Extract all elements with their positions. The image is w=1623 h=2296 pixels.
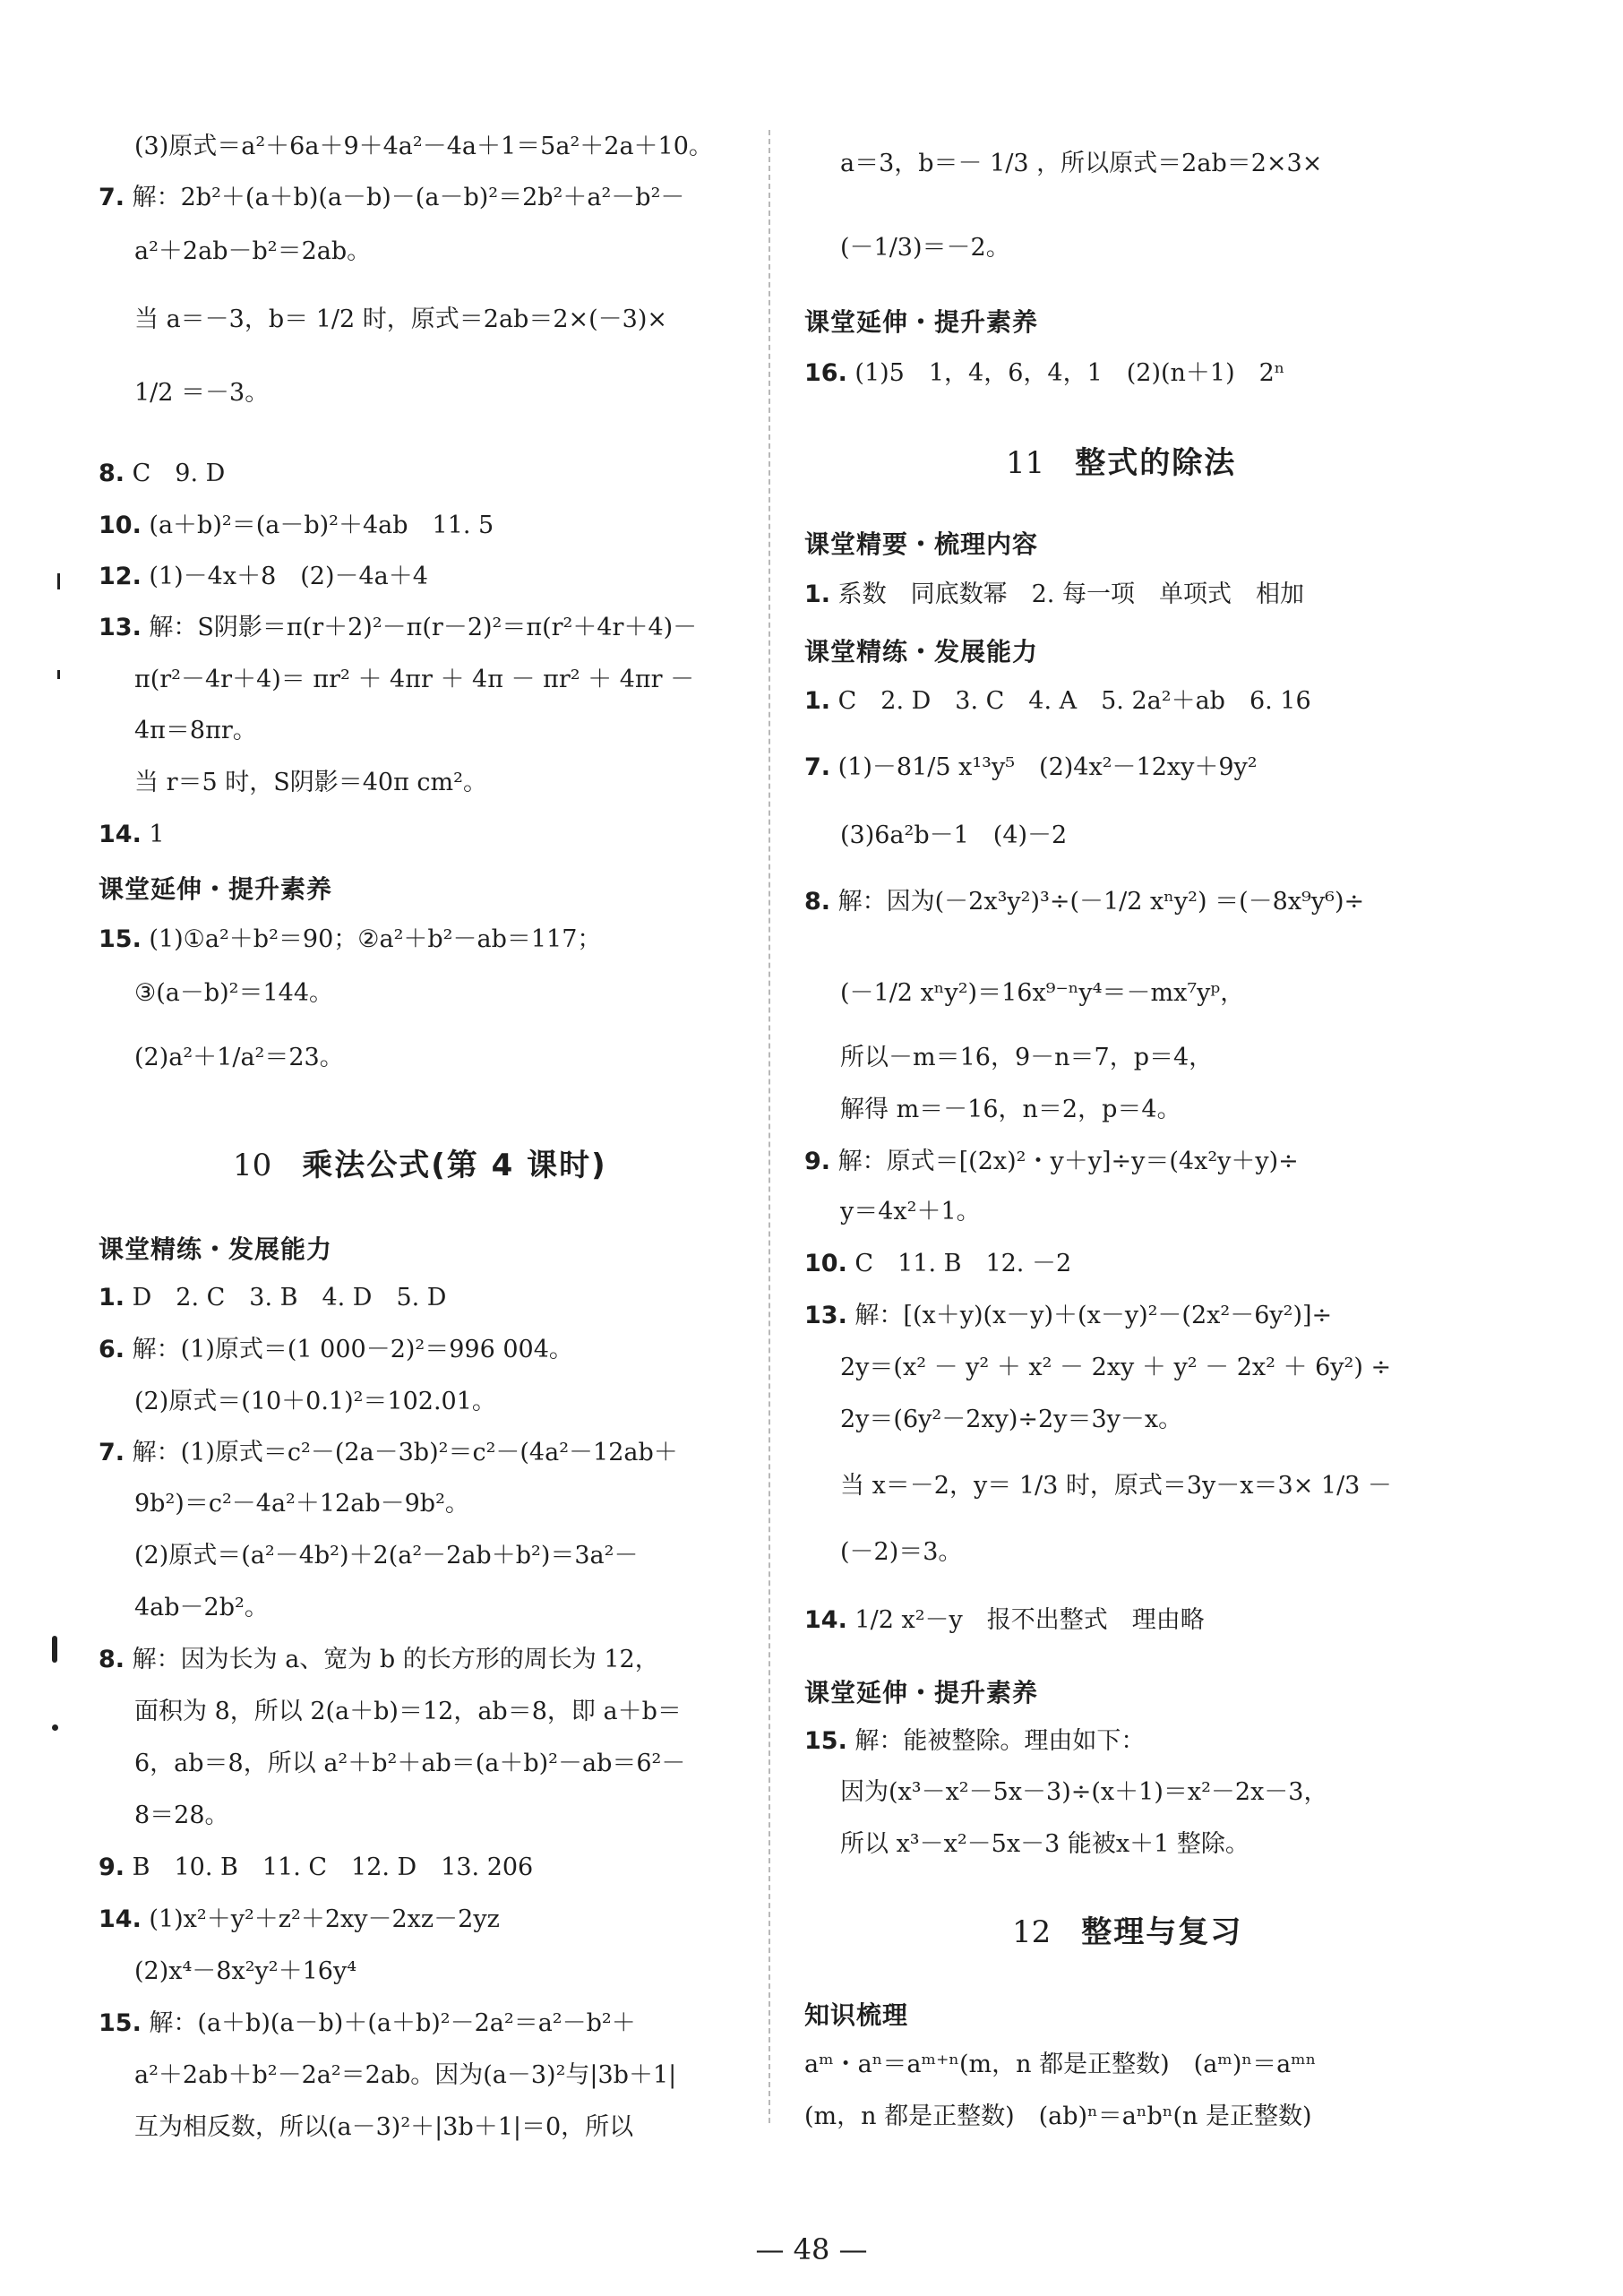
- text-line: 14. (1)x²＋y²＋z²＋2xy－2xz－2yz: [99, 1905, 500, 1933]
- text-line: 15. (1)①a²＋b²＝90；②a²＋b²－ab＝117；: [99, 925, 602, 953]
- text-line: 14. 1/2 x²－y 报不出整式 理由略: [804, 1606, 1205, 1634]
- text-line: 2y＝(6y²－2xy)÷2y＝3y－x。: [840, 1406, 1183, 1433]
- text-line: 当 r＝5 时，S阴影＝40π cm²。: [134, 769, 487, 796]
- text-line: (3)6a²b－1 (4)－2: [840, 821, 1068, 849]
- text-line: 所以－m＝16，9－n＝7，p＝4，: [840, 1044, 1214, 1071]
- chapter-number: 10: [233, 1148, 272, 1183]
- scan-mark: [52, 1724, 58, 1731]
- text-line: 当 a＝－3，b＝ 1/2 时，原式＝2ab＝2×(－3)×: [134, 305, 667, 333]
- text-line: 9. B 10. B 11. C 12. D 13. 206: [99, 1853, 534, 1881]
- section-heading: 课堂延伸・提升素养: [99, 874, 333, 904]
- text-line: 4ab－2b²。: [134, 1594, 269, 1621]
- text-line: 13. 解：S阴影＝π(r＋2)²－π(r－2)²＝π(r²＋4r＋4)－: [99, 614, 698, 641]
- text-line: a²＋2ab－b²＝2ab。: [134, 237, 372, 265]
- left-column: [99, 0, 779, 2296]
- text-line: a＝3，b＝－ 1/3 ，所以原式＝2ab＝2×3×: [840, 150, 1323, 177]
- section-heading: 课堂精练・发展能力: [99, 1234, 333, 1264]
- text-line: (m，n 都是正整数) (ab)ⁿ＝aⁿbⁿ(n 是正整数): [804, 2103, 1312, 2130]
- section-heading: 课堂延伸・提升素养: [804, 307, 1039, 337]
- text-line: 8. 解：因为长为 a、宽为 b 的长方形的周长为 12，: [99, 1646, 659, 1673]
- text-line: 15. 解：(a＋b)(a－b)＋(a＋b)²－2a²＝a²－b²＋: [99, 2009, 636, 2037]
- section-heading: 课堂精练・发展能力: [804, 637, 1039, 666]
- text-line: (－1/3)＝－2。: [840, 234, 1010, 262]
- scan-mark: [57, 573, 60, 589]
- chapter-name: 乘法公式(第 4 课时): [302, 1148, 607, 1183]
- text-line: 14. 1: [99, 821, 165, 848]
- text-line: 1/2 ＝－3。: [134, 379, 270, 407]
- text-line: 10. (a＋b)²＝(a－b)²＋4ab 11. 5: [99, 512, 494, 539]
- text-line: 7. (1)－81/5 x¹³y⁵ (2)4x²－12xy＋9y²: [804, 753, 1258, 781]
- text-line: 1. C 2. D 3. C 4. A 5. 2a²＋ab 6. 16: [804, 687, 1311, 715]
- text-line: 12. (1)－4x＋8 (2)－4a＋4: [99, 563, 428, 590]
- text-line: 所以 x³－x²－5x－3 能被x＋1 整除。: [840, 1830, 1249, 1858]
- text-line: (3)原式＝a²＋6a＋9＋4a²－4a＋1＝5a²＋2a＋10。: [134, 133, 713, 160]
- text-line: 面积为 8，所以 2(a＋b)＝12，ab＝8，即 a＋b＝: [134, 1698, 682, 1725]
- section-heading: 知识梳理: [804, 2000, 909, 2030]
- text-line: aᵐ・aⁿ＝aᵐ⁺ⁿ(m，n 都是正整数) (aᵐ)ⁿ＝aᵐⁿ: [804, 2051, 1317, 2078]
- text-line: 当 x＝－2，y＝ 1/3 时，原式＝3y－x＝3× 1/3 －: [840, 1472, 1392, 1500]
- text-line: (2)原式＝(10＋0.1)²＝102.01。: [134, 1388, 496, 1415]
- text-line: (－1/2 xⁿy²)＝16x⁹⁻ⁿy⁴＝－mx⁷yᵖ，: [840, 979, 1245, 1007]
- chapter-title: [1006, 438, 1236, 482]
- text-line: (2)原式＝(a²－4b²)＋2(a²－2ab＋b²)＝3a²－: [134, 1542, 639, 1569]
- text-line: 16. (1)5 1，4，6，4，1 (2)(n＋1) 2ⁿ: [804, 359, 1285, 387]
- right-column: [804, 0, 1485, 2296]
- text-line: 9b²)＝c²－4a²＋12ab－9b²。: [134, 1490, 469, 1518]
- text-line: 8. C 9. D: [99, 460, 226, 487]
- text-line: 7. 解：(1)原式＝c²－(2a－3b)²＝c²－(4a²－12ab＋: [99, 1439, 678, 1466]
- text-line: 解得 m＝－16，n＝2，p＝4。: [840, 1096, 1181, 1123]
- text-line: 8＝28。: [134, 1802, 229, 1829]
- text-line: a²＋2ab＋b²－2a²＝2ab。因为(a－3)²与|3b＋1|: [134, 2061, 677, 2089]
- chapter-title: [233, 1140, 607, 1184]
- scan-mark: [52, 1636, 57, 1663]
- text-line: (－2)＝3。: [840, 1538, 963, 1566]
- section-heading: 课堂精要・梳理内容: [804, 529, 1039, 559]
- text-line: π(r²－4r＋4)＝ πr² ＋ 4πr ＋ 4π － πr² ＋ 4πr －: [134, 666, 695, 693]
- text-line: 15. 解：能被整除。理由如下：: [804, 1727, 1146, 1755]
- column-divider: [769, 130, 770, 2123]
- chapter-name: 整理与复习: [1081, 1914, 1243, 1950]
- text-line: 8. 解：因为(－2x³y²)³÷(－1/2 xⁿy²) ＝(－8x⁹y⁶)÷: [804, 888, 1365, 916]
- page-number: — 48 —: [755, 2232, 868, 2266]
- text-line: 6. 解：(1)原式＝(1 000－2)²＝996 004。: [99, 1336, 573, 1363]
- chapter-number: 12: [1012, 1914, 1052, 1950]
- text-line: 2y＝(x² － y² ＋ x² － 2xy ＋ y² － 2x² ＋ 6y²) ÷: [840, 1354, 1392, 1381]
- text-line: 4π＝8πr。: [134, 717, 257, 744]
- text-line: (2)x⁴－8x²y²＋16y⁴: [134, 1957, 357, 1985]
- text-line: 13. 解：[(x＋y)(x－y)＋(x－y)²－(2x²－6y²)]÷: [804, 1302, 1333, 1329]
- text-line: 10. C 11. B 12. －2: [804, 1250, 1072, 1277]
- text-line: 因为(x³－x²－5x－3)÷(x＋1)＝x²－2x－3，: [840, 1778, 1328, 1806]
- text-line: 7. 解：2b²＋(a＋b)(a－b)－(a－b)²＝2b²＋a²－b²－: [99, 184, 685, 211]
- text-line: 9. 解：原式＝[(2x)²・y＋y]÷y＝(4x²y＋y)÷: [804, 1148, 1299, 1175]
- text-line: 1. D 2. C 3. B 4. D 5. D: [99, 1284, 447, 1311]
- text-line: ③(a－b)²＝144。: [134, 979, 334, 1007]
- text-line: 6，ab＝8，所以 a²＋b²＋ab＝(a＋b)²－ab＝6²－: [134, 1750, 686, 1777]
- section-heading: 课堂延伸・提升素养: [804, 1678, 1039, 1707]
- scan-mark: [57, 670, 60, 679]
- text-line: 1. 系数 同底数幂 2. 每一项 单项式 相加: [804, 580, 1304, 608]
- chapter-title: [1012, 1907, 1242, 1951]
- text-line: (2)a²＋1/a²＝23。: [134, 1044, 344, 1071]
- chapter-number: 11: [1006, 445, 1045, 481]
- text-line: 互为相反数，所以(a－3)²＋|3b＋1|＝0，所以: [134, 2113, 634, 2141]
- chapter-name: 整式的除法: [1075, 445, 1237, 481]
- text-line: y＝4x²＋1。: [840, 1198, 981, 1225]
